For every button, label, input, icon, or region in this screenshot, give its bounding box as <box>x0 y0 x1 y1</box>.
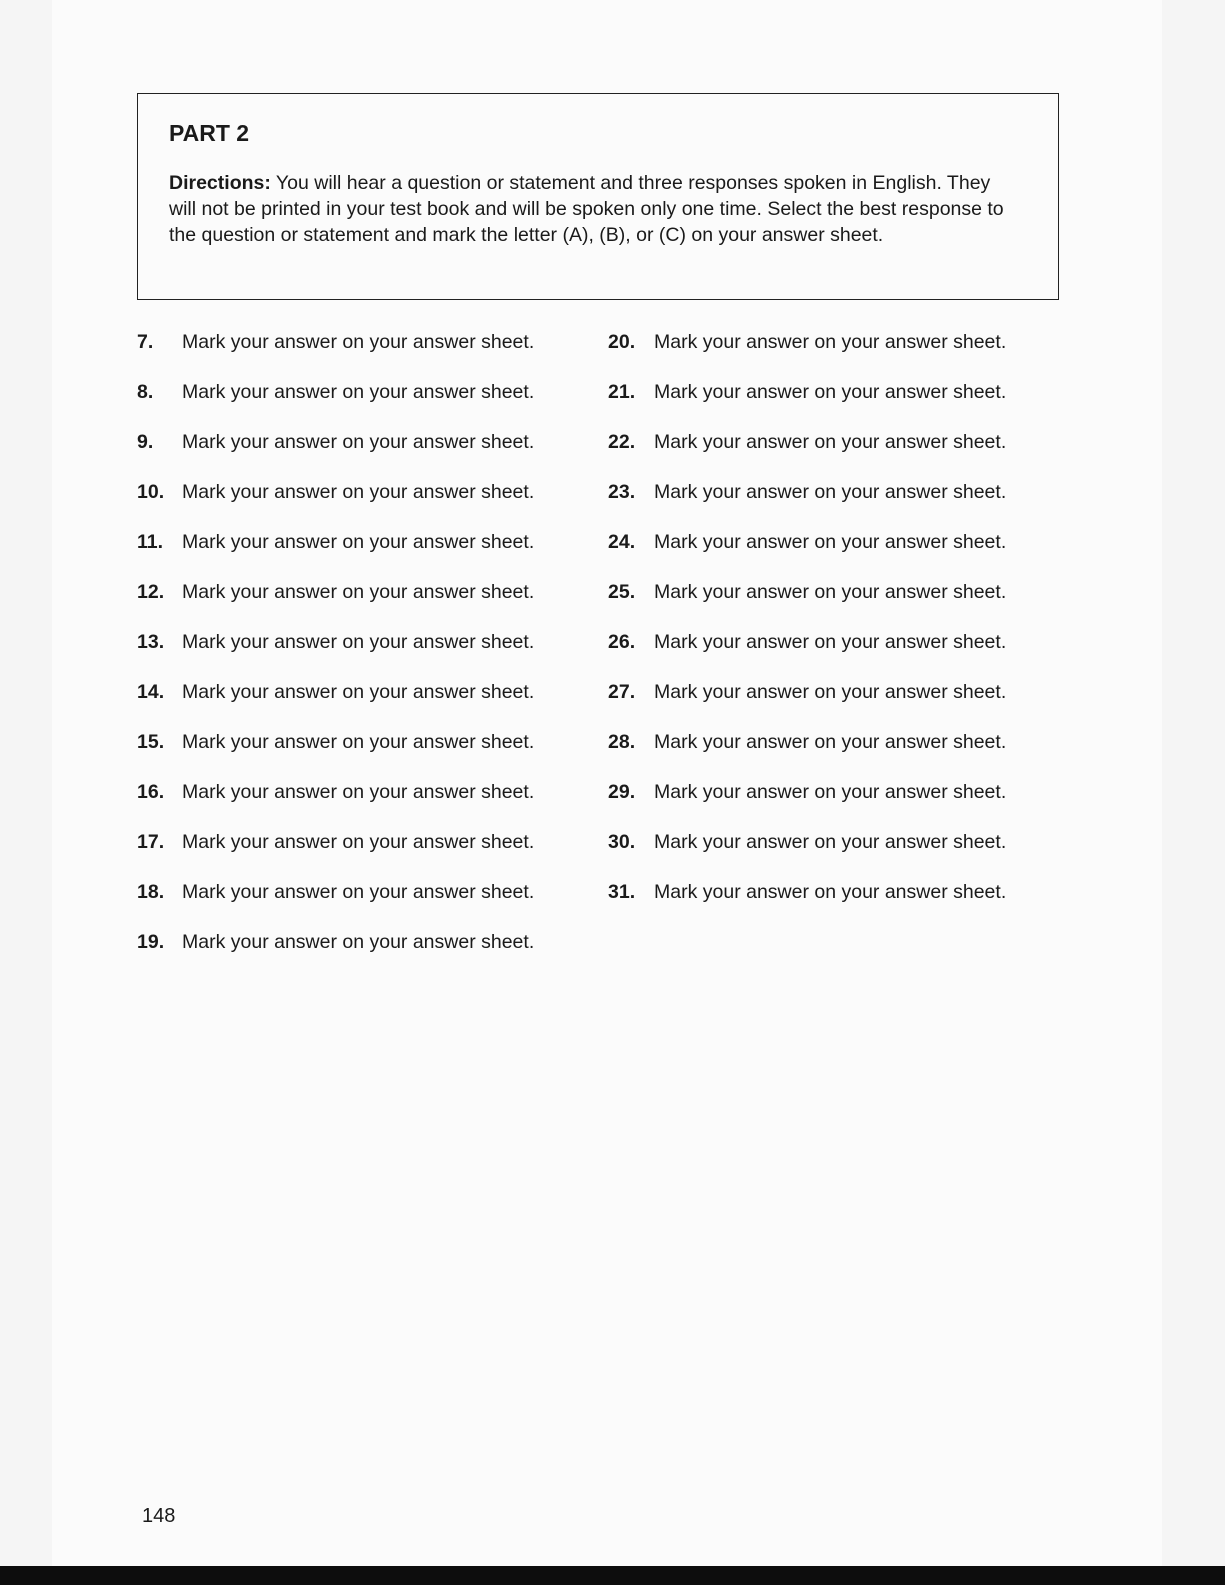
question-number: 25. <box>608 581 636 603</box>
question-item <box>137 781 534 804</box>
question-number: 22. <box>608 431 636 453</box>
question-text: Mark your answer on your answer sheet. <box>654 381 1007 403</box>
question-number: 20. <box>608 331 636 353</box>
question-text: Mark your answer on your answer sheet. <box>182 831 535 853</box>
question-text: Mark your answer on your answer sheet. <box>654 531 1007 553</box>
question-item <box>608 831 1006 854</box>
question-number: 16. <box>137 781 165 803</box>
directions-box <box>137 93 1059 300</box>
question-number: 11. <box>137 531 164 553</box>
question-item <box>608 881 1006 904</box>
question-text: Mark your answer on your answer sheet. <box>654 331 1007 353</box>
question-text: Mark your answer on your answer sheet. <box>654 581 1007 603</box>
question-item <box>608 631 1006 654</box>
question-number: 15. <box>137 731 165 753</box>
question-item <box>137 881 534 904</box>
question-item <box>608 731 1006 754</box>
question-text: Mark your answer on your answer sheet. <box>654 481 1007 503</box>
question-item <box>137 931 534 954</box>
question-item <box>137 331 534 354</box>
question-text: Mark your answer on your answer sheet. <box>654 731 1007 753</box>
question-item <box>608 381 1006 404</box>
question-number: 18. <box>137 881 165 903</box>
question-item <box>608 481 1006 504</box>
question-text: Mark your answer on your answer sheet. <box>182 881 535 903</box>
page-number: 148 <box>142 1505 176 1527</box>
directions-text <box>169 170 1019 248</box>
question-item <box>137 431 534 454</box>
question-text: Mark your answer on your answer sheet. <box>182 681 535 703</box>
question-number: 14. <box>137 681 165 703</box>
question-text: Mark your answer on your answer sheet. <box>182 581 535 603</box>
question-item <box>608 781 1006 804</box>
question-number: 28. <box>608 731 636 753</box>
directions-label: Directions: <box>169 172 271 194</box>
question-text: Mark your answer on your answer sheet. <box>182 531 535 553</box>
question-text: Mark your answer on your answer sheet. <box>182 931 535 953</box>
question-item <box>137 581 534 604</box>
question-number: 17. <box>137 831 165 853</box>
question-item <box>608 431 1006 454</box>
question-number: 29. <box>608 781 636 803</box>
question-number: 26. <box>608 631 636 653</box>
question-text: Mark your answer on your answer sheet. <box>182 731 535 753</box>
question-text: Mark your answer on your answer sheet. <box>182 331 535 353</box>
question-text: Mark your answer on your answer sheet. <box>182 781 535 803</box>
question-text: Mark your answer on your answer sheet. <box>182 481 535 503</box>
question-item <box>137 531 534 554</box>
question-text: Mark your answer on your answer sheet. <box>182 381 535 403</box>
question-number: 12. <box>137 581 165 603</box>
part-title: PART 2 <box>169 120 250 146</box>
question-text: Mark your answer on your answer sheet. <box>654 781 1007 803</box>
question-text: Mark your answer on your answer sheet. <box>654 431 1007 453</box>
question-item <box>137 681 534 704</box>
question-number: 27. <box>608 681 636 703</box>
question-text: Mark your answer on your answer sheet. <box>654 831 1007 853</box>
question-item <box>608 531 1006 554</box>
question-item <box>137 731 534 754</box>
question-text: Mark your answer on your answer sheet. <box>654 881 1007 903</box>
question-text: Mark your answer on your answer sheet. <box>182 431 535 453</box>
question-number: 21. <box>608 381 636 403</box>
question-number: 8. <box>137 381 154 403</box>
question-number: 10. <box>137 481 165 503</box>
question-item <box>608 681 1006 704</box>
question-text: Mark your answer on your answer sheet. <box>654 681 1007 703</box>
question-number: 31. <box>608 881 636 903</box>
question-number: 24. <box>608 531 636 553</box>
question-item <box>137 831 534 854</box>
question-number: 19. <box>137 931 165 953</box>
question-item <box>137 481 534 504</box>
question-number: 9. <box>137 431 154 453</box>
question-number: 13. <box>137 631 165 653</box>
question-number: 7. <box>137 331 154 353</box>
question-text: Mark your answer on your answer sheet. <box>654 631 1007 653</box>
question-item <box>608 331 1006 354</box>
question-item <box>608 581 1006 604</box>
question-item <box>137 631 534 654</box>
question-number: 30. <box>608 831 636 853</box>
directions-body: You will hear a question or statement and three responses spoken in English. They will not be printed in your test book and will be spoken only one time. Select the best response to the question or statement and mark the letter (A), (B), or (C) on your answer sheet. <box>169 172 1004 246</box>
question-item <box>137 381 534 404</box>
bottom-edge-bar <box>0 1566 1225 1585</box>
question-text: Mark your answer on your answer sheet. <box>182 631 535 653</box>
question-number: 23. <box>608 481 636 503</box>
